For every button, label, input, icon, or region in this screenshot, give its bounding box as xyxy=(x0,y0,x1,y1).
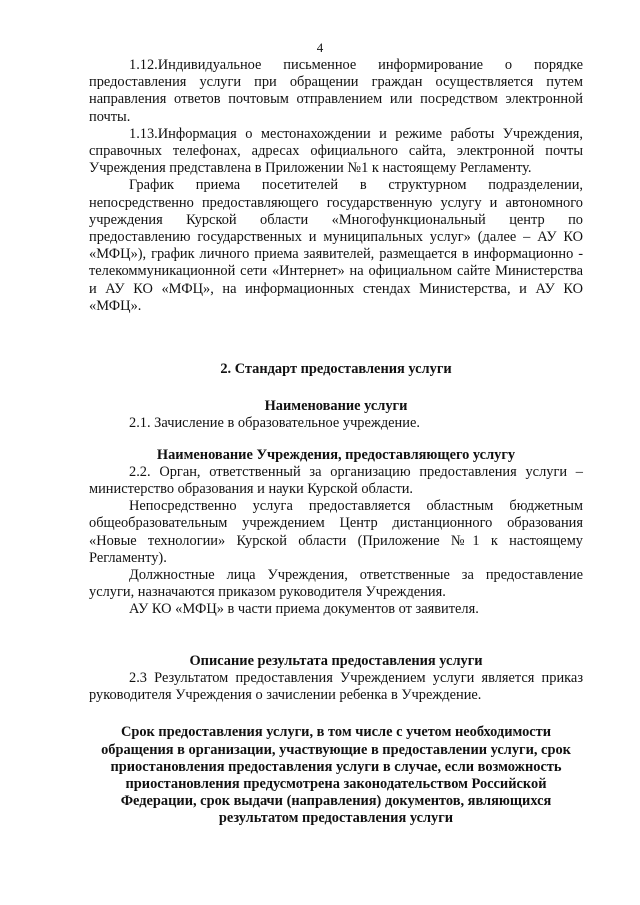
paragraph-direct-provider: Непосредственно услуга предоставляется областным бюджетным общеобразовательным учреждением Центр дистанционного образования «Новые технологии» Курской области (Приложение №1 к настоящему Регламенту). xyxy=(89,498,583,566)
paragraph-schedule: График приема посетителей в структурном подразделении, непосредственно предоставляющего государственную услугу и автономного учреждения Курской области «Многофункциональный центр по предоставлению государственных и муниципальных услуг» (далее – АУ КО «МФЦ»), график личного приема заявителей, размещается в информационно - телекоммуникационной сети «Интернет» на официальном сайте Министерства и АУ КО «МФЦ», на информационных стендах Министерства, и АУ КО «МФЦ». xyxy=(89,177,583,314)
paragraph-mfc: АУ КО «МФЦ» в части приема документов от заявителя. xyxy=(129,601,479,618)
paragraph-2-3: 2.3 Результатом предоставления Учреждением услуги является приказ руководителя Учреждения о зачислении ребенка в Учреждение. xyxy=(89,669,583,704)
document-body xyxy=(89,57,583,828)
heading-result: Описание результата предоставления услуги xyxy=(189,652,483,669)
heading-service-term: Срок предоставления услуги, в том числе с учетом необходимости обращения в организации, участвующие в предоставлении услуги, срок приостановления предоставления услуги в случае, если возможность приостановления предусмотрена законодательством Российской Федерации, срок выдачи (направления) документов, являющихся результатом предоставления услуги xyxy=(101,724,571,827)
paragraph-1-13: 1.13.Информация о местонахождении и режиме работы Учреждения, справочных телефонах, адресах официального сайта, электронной почты Учреждения представлена в Приложении №1 к настоящему Регламенту. xyxy=(89,125,583,177)
heading-institution: Наименование Учреждения, предоставляющего услугу xyxy=(156,446,516,463)
paragraph-2-1: 2.1. Зачисление в образовательное учреждение. xyxy=(129,415,420,432)
paragraph-1-12: 1.12.Индивидуальное письменное информирование о порядке предоставления услуги при обращении граждан осуществляется путем направления ответов почтовым отправлением или посредством электронной почты. xyxy=(89,57,583,125)
page-number: 4 xyxy=(316,40,324,55)
section-2-title: 2. Стандарт предоставления услуги xyxy=(220,361,452,378)
heading-service-name: Наименование услуги xyxy=(264,398,408,415)
paragraph-2-2: 2.2. Орган, ответственный за организацию предоставления услуги – министерство образования и науки Курской области. xyxy=(89,463,583,498)
paragraph-officials: Должностные лица Учреждения, ответственные за предоставление услуги, назначаются приказом руководителя Учреждения. xyxy=(89,567,583,601)
